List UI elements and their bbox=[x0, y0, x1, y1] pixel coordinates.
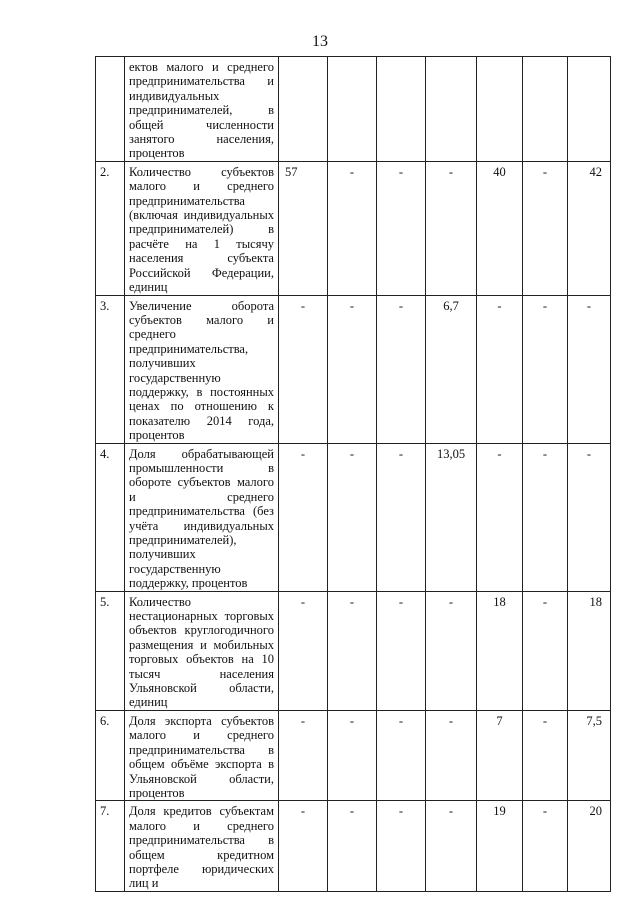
value-cell: - bbox=[377, 801, 426, 891]
value-cell: - bbox=[477, 295, 523, 443]
value-cell: 42 bbox=[568, 161, 611, 295]
value-cell: - bbox=[377, 295, 426, 443]
table-row bbox=[96, 591, 611, 710]
value-cell: - bbox=[279, 710, 328, 800]
indicator-name: Количество нестационарных торговых объектов круглогодичного размещения и мобильных торговых объектов на 10 тысяч населения Ульяновской области, единиц bbox=[125, 591, 279, 710]
value-cell: 19 bbox=[477, 801, 523, 891]
indicator-name: Количество субъектов малого и среднего предпринимательства (включая индивидуальных предпринимателей) в расчёте на 1 тысячу населения субъекта Российской Федерации, единиц bbox=[125, 161, 279, 295]
value-cell: 7,5 bbox=[568, 710, 611, 800]
value-cell bbox=[279, 57, 328, 162]
table-row bbox=[96, 295, 611, 443]
table-row bbox=[96, 801, 611, 891]
value-cell: 18 bbox=[568, 591, 611, 710]
value-cell: 57 bbox=[279, 161, 328, 295]
indicator-name: Доля кредитов субъектам малого и среднего предпринимательства в общем кредитном портфеле юридических лиц и bbox=[125, 801, 279, 891]
page-number: 13 bbox=[312, 33, 328, 50]
value-cell: - bbox=[568, 295, 611, 443]
value-cell bbox=[523, 57, 568, 162]
value-cell: 13,05 bbox=[426, 443, 477, 591]
value-cell: - bbox=[523, 161, 568, 295]
value-cell: - bbox=[523, 710, 568, 800]
row-number: 3. bbox=[96, 295, 125, 443]
value-cell: 20 bbox=[568, 801, 611, 891]
row-number: 7. bbox=[96, 801, 125, 891]
value-cell: 6,7 bbox=[426, 295, 477, 443]
value-cell: - bbox=[328, 295, 377, 443]
value-cell: - bbox=[279, 801, 328, 891]
table-row bbox=[96, 710, 611, 800]
value-cell: - bbox=[523, 295, 568, 443]
table-row bbox=[96, 161, 611, 295]
value-cell bbox=[477, 57, 523, 162]
value-cell: - bbox=[279, 591, 328, 710]
value-cell: - bbox=[568, 443, 611, 591]
value-cell: - bbox=[377, 443, 426, 591]
value-cell: - bbox=[328, 161, 377, 295]
value-cell bbox=[426, 57, 477, 162]
row-number bbox=[96, 57, 125, 162]
value-cell: - bbox=[426, 710, 477, 800]
row-number: 4. bbox=[96, 443, 125, 591]
indicator-name: Доля обрабатывающей промышленности в обороте субъектов малого и среднего предпринимательства (без учёта индивидуальных предпринимателей), получивших государственную поддержку, процентов bbox=[125, 443, 279, 591]
row-number: 5. bbox=[96, 591, 125, 710]
row-number: 6. bbox=[96, 710, 125, 800]
indicator-name: Доля экспорта субъектов малого и среднего предпринимательства в общем объёме экспорта в Ульяновской области, процентов bbox=[125, 710, 279, 800]
indicator-name: ектов малого и среднего предпринимательства и индивидуальных предпринимателей, в общей численности занятого населения, процентов bbox=[125, 57, 279, 162]
value-cell: - bbox=[377, 161, 426, 295]
indicators-table bbox=[95, 56, 611, 892]
value-cell: 7 bbox=[477, 710, 523, 800]
value-cell bbox=[568, 57, 611, 162]
value-cell: - bbox=[426, 161, 477, 295]
value-cell: - bbox=[328, 443, 377, 591]
value-cell: - bbox=[523, 443, 568, 591]
value-cell bbox=[377, 57, 426, 162]
value-cell bbox=[328, 57, 377, 162]
value-cell: - bbox=[426, 591, 477, 710]
indicator-name: Увеличение оборота субъектов малого и среднего предпринимательства, получивших государственную поддержку, в постоянных ценах по отношению к показателю 2014 года, процентов bbox=[125, 295, 279, 443]
value-cell: - bbox=[328, 801, 377, 891]
value-cell: - bbox=[523, 801, 568, 891]
value-cell: - bbox=[328, 591, 377, 710]
value-cell: - bbox=[426, 801, 477, 891]
value-cell: - bbox=[377, 591, 426, 710]
row-number: 2. bbox=[96, 161, 125, 295]
table-row bbox=[96, 57, 611, 162]
value-cell: - bbox=[477, 443, 523, 591]
value-cell: 18 bbox=[477, 591, 523, 710]
value-cell: - bbox=[279, 295, 328, 443]
table-row bbox=[96, 443, 611, 591]
value-cell: - bbox=[279, 443, 328, 591]
value-cell: - bbox=[377, 710, 426, 800]
value-cell: 40 bbox=[477, 161, 523, 295]
value-cell: - bbox=[328, 710, 377, 800]
value-cell: - bbox=[523, 591, 568, 710]
